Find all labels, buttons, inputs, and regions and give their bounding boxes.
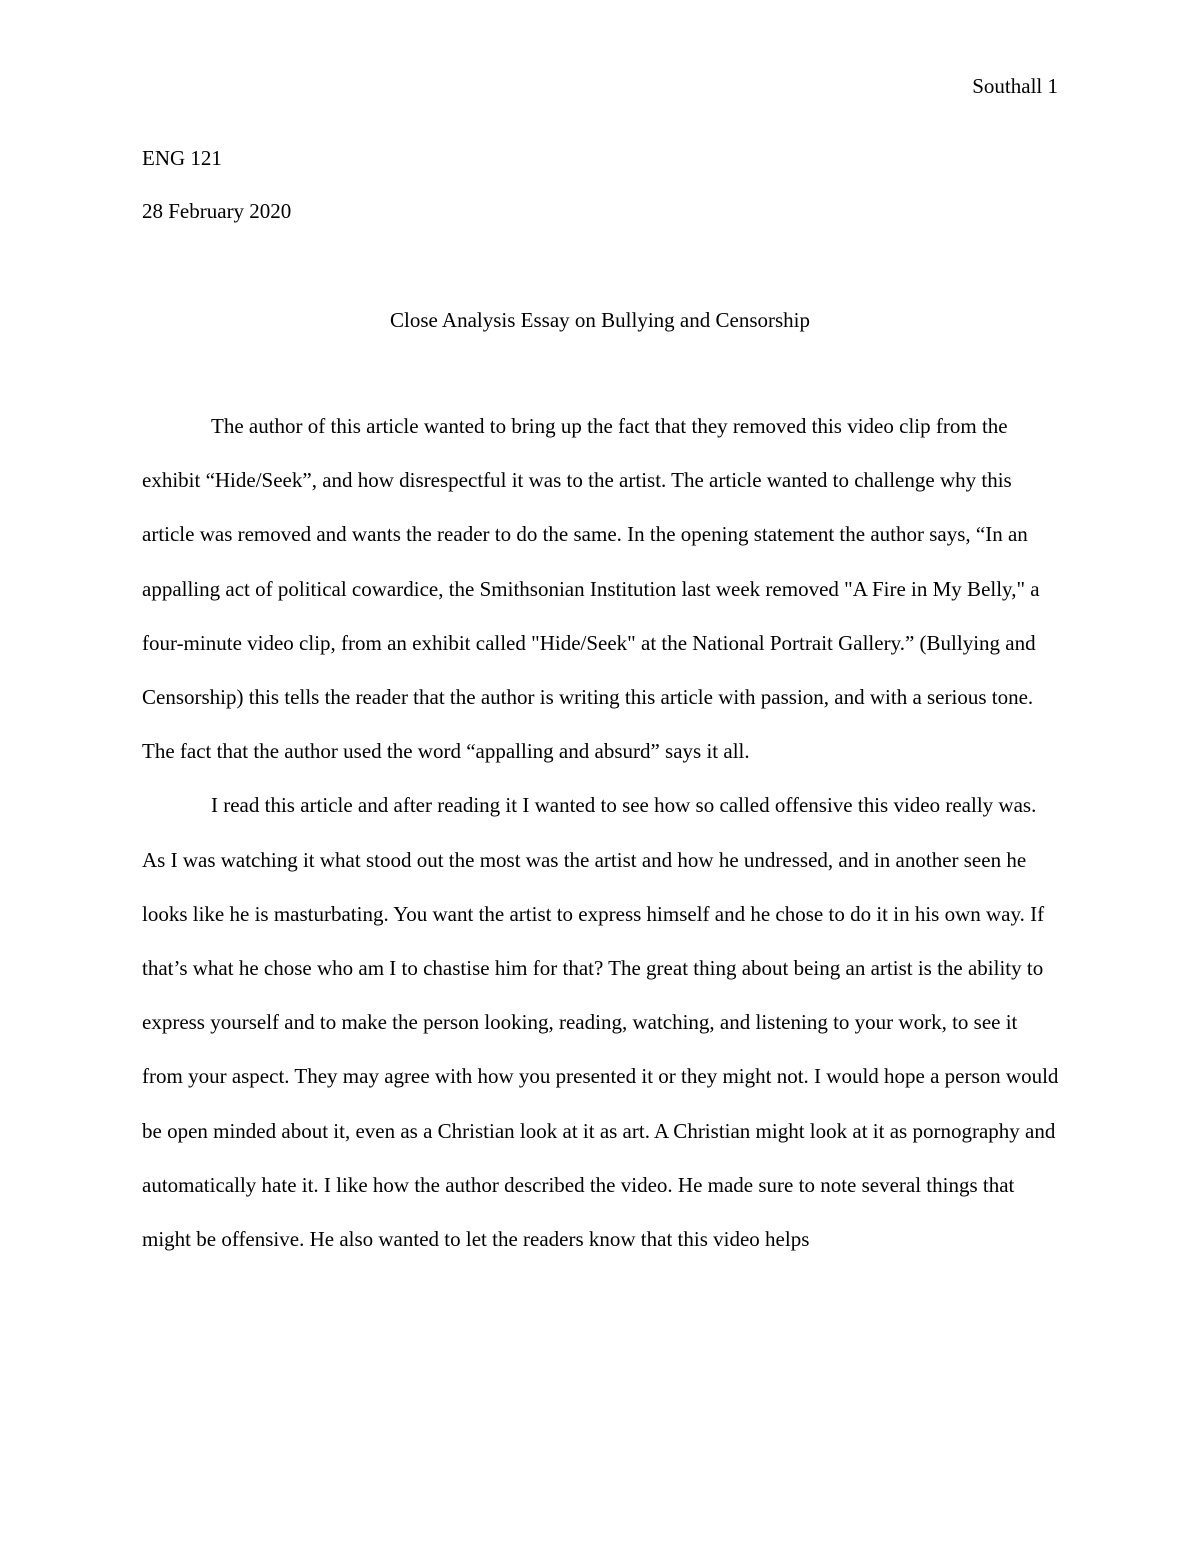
paragraph-2: I read this article and after reading it I wanted to see how so called offensive this video really was. As I was watching it what stood out the most was the artist and how he undressed, and in another seen he looks like he is masturbating. You want the artist to express himself and he chose to do it in his own way. If that’s what he chose who am I to chastise him for that? The great thing about being an artist is the ability to express yourself and to make the person looking, reading, watching, and listening to your work, to see it from your aspect. They may agree with how you presented it or they might not. I would hope a person would be open minded about it, even as a Christian look at it as art. A Christian might look at it as pornography and automatically hate it. I like how the author described the video. He made sure to note several things that might be offensive. He also wanted to let the readers know that this video helps (142, 793, 1059, 1252)
page-header-label: Southall 1 (972, 74, 1058, 98)
date-line: 28 February 2020 (142, 199, 292, 223)
paragraph-1: The author of this article wanted to bring up the fact that they removed this video clip from the exhibit “Hide/Seek”, and how disrespectful it was to the artist. The article wanted to challenge why this article was removed and wants the reader to do the same. In the opening statement the author says, “In an appalling act of political cowardice, the Smithsonian Institution last week removed "A Fire in My Belly," a four-minute video clip, from an exhibit called "Hide/Seek" at the National Portrait Gallery.” (Bullying and Censorship) this tells the reader that the author is writing this article with passion, and with a serious tone. The fact that the author used the word “appalling and absurd” says it all. (142, 414, 1040, 764)
essay-title: Close Analysis Essay on Bullying and Censorship (390, 308, 810, 332)
essay-body (142, 399, 1062, 1266)
course-line: ENG 121 (142, 146, 222, 170)
